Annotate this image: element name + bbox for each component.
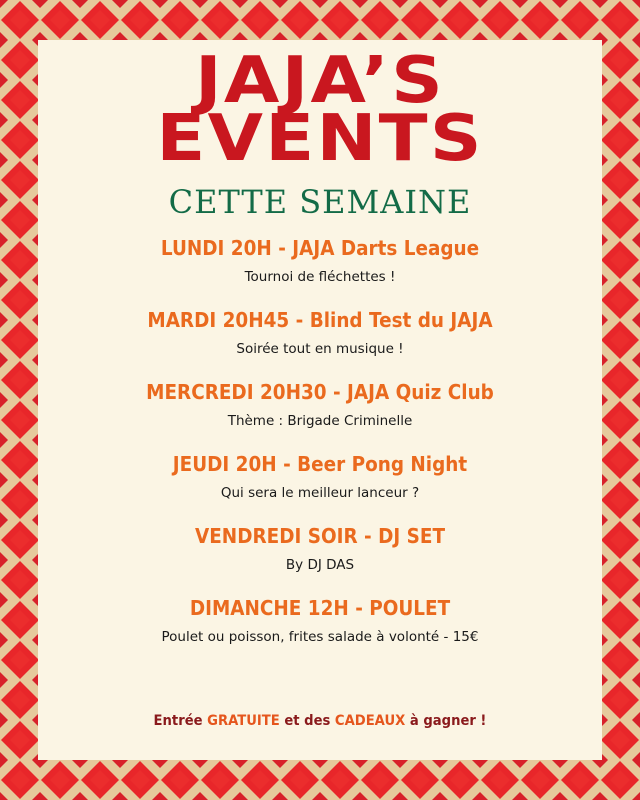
event-description: Thème : Brigade Criminelle: [227, 413, 413, 429]
poster-title-line2: EVENTS: [156, 102, 484, 176]
event-description: Tournoi de fléchettes !: [244, 269, 396, 285]
event-item-sunday: [38, 594, 602, 666]
event-item-friday: [38, 522, 602, 594]
event-title: MERCREDI 20H30 - JAJA Quiz Club: [146, 380, 494, 404]
event-item-tuesday: [38, 306, 602, 378]
event-list: [38, 234, 602, 666]
event-title: JEUDI 20H - Beer Pong Night: [172, 452, 468, 476]
footer-text-1: Entrée: [153, 713, 208, 729]
event-title: MARDI 20H45 - Blind Test du JAJA: [147, 308, 493, 332]
footer-text-2: et des: [279, 713, 335, 729]
footer-text-3: à gagner !: [405, 713, 487, 729]
poster-footer: [55, 712, 585, 730]
event-item-wednesday: [38, 378, 602, 450]
event-description: Poulet ou poisson, frites salade à volonté - 15€: [161, 629, 479, 645]
event-description: By DJ DAS: [285, 557, 355, 573]
event-description: Qui sera le meilleur lanceur ?: [220, 485, 420, 501]
footer-accent-gifts: CADEAUX: [334, 713, 406, 729]
poster-title-block: [38, 40, 602, 176]
poster-title-line1: JAJA’S: [194, 44, 446, 118]
event-title: DIMANCHE 12H - POULET: [189, 596, 451, 620]
event-description: Soirée tout en musique !: [236, 341, 404, 357]
event-item-thursday: [38, 450, 602, 522]
poster-subtitle: CETTE SEMAINE: [168, 183, 472, 221]
footer-accent-free: GRATUITE: [207, 713, 280, 729]
event-poster-panel: [38, 40, 602, 760]
event-title: VENDREDI SOIR - DJ SET: [194, 524, 446, 548]
event-item-monday: [38, 234, 602, 306]
event-title: LUNDI 20H - JAJA Darts League: [160, 236, 480, 260]
